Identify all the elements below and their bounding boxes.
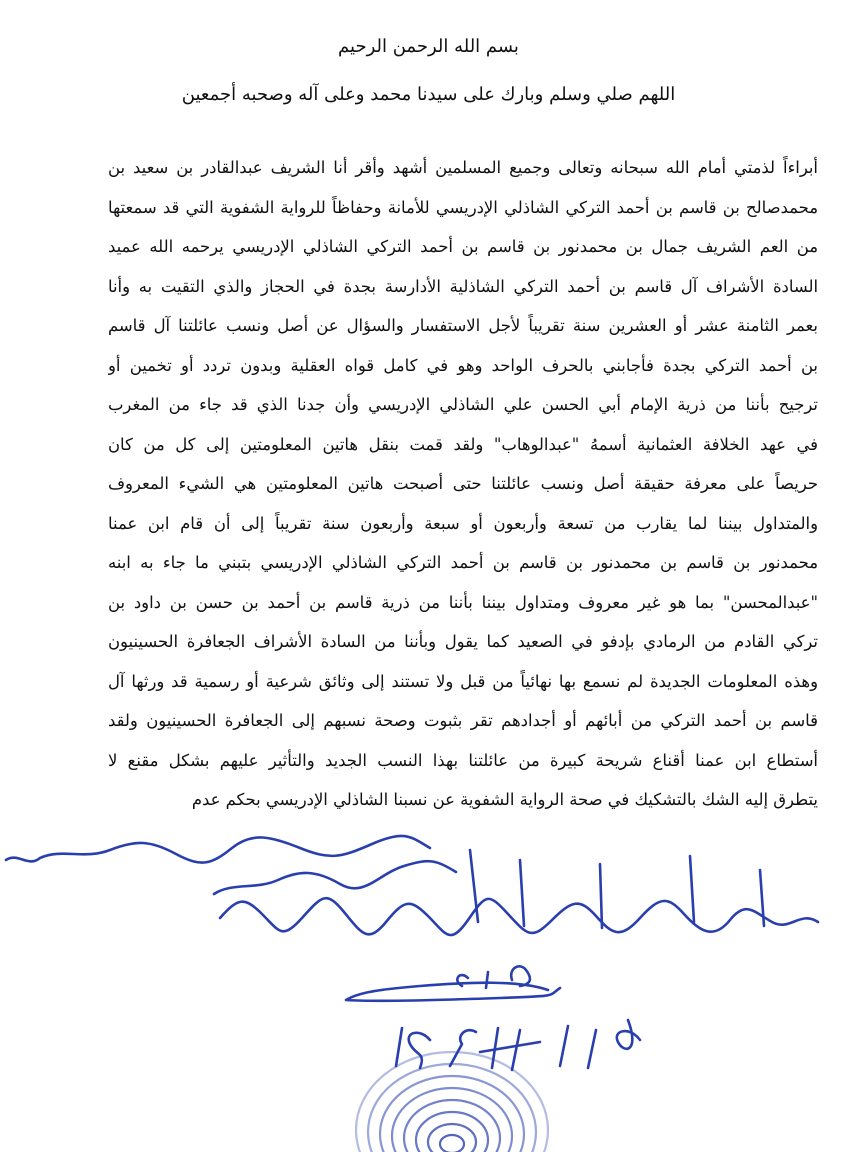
handwritten-signature (0, 830, 857, 1152)
salawat-line: اللهم صلي وسلم وبارك على سيدنا محمد وعلى آله وصحبه أجمعين (181, 84, 676, 105)
signature-name-stroke (6, 858, 40, 862)
declaration-body (108, 148, 818, 820)
signature-name-stroke (214, 861, 456, 894)
date-stroke (396, 1028, 430, 1068)
fingerprint-stamp (356, 1052, 548, 1152)
body-line: حريصاً على معرفة حقيقة أصل ونسب عائلتنا حتى أصبحت هاتين المعلومتين هي الشيء المعروف (108, 474, 818, 493)
signature-name-stroke (220, 898, 818, 935)
basmala-heading: بسم الله الرحمن الرحيم (338, 36, 519, 57)
body-line: أستطاع ابن عمنا أقناع شريحة كبيرة من عائلتنا بهذا النسب الجديد والتأثير عليهم بشكل مقنع لا (108, 750, 818, 770)
body-line: في عهد الخلافة العثمانية أسمهُ "عبدالوهاب" ولقد قمت بنقل هاتين المعلومتين إلى كل من كان (108, 434, 818, 454)
body-line: محمدنور بن قاسم بن محمدنور بن قاسم بن أحمد التركي الشاذلي الإدريسي بتبني ما جاء به ابنه (108, 553, 818, 572)
date-stroke (617, 1020, 640, 1049)
signature-ink (6, 836, 818, 1070)
body-line: وهذه المعلومات الجديدة لم نسمع بها نهائياً من قبل ولا تستند إلى وثائق شرعية أو رسمية قد ورثها آل (108, 671, 818, 691)
body-line: ترجيح بأننا من ذرية الإمام أبي الحسن علي الشاذلي الإدريسي وأن جدنا الذي قد جاء من المغرب (108, 395, 818, 414)
initials-stroke (346, 983, 560, 1001)
body-line: بعمر الثامنة عشر أو العشرين سنة تقريباً لأجل الاستفسار والسؤال عن أصل ونسب عائلتنا آل قاسم (108, 316, 818, 335)
body-line: تركي القادم من الرمادي بإدفو في الصعيد كما يقول وبأننا من السادة الأشراف الجعافرة الحسينيون (108, 632, 818, 651)
body-line: يتطرق إليه الشك بالتشكيك في صحة الرواية الشفوية عن نسبنا الشاذلي الإدريسي بحكم عدم (191, 790, 818, 809)
body-line: بن أحمد التركي بجدة فأجابني بالحرف الواحد وهو في كامل قواه العقلية وبدون تردد أو تخمين أو (108, 355, 818, 375)
body-line: من العم الشريف جمال بن محمدنور بن قاسم بن أحمد التركي الشاذلي الإدريسي يرحمه الله عميد (108, 237, 818, 256)
body-line: قاسم بن أحمد التركي من أبائهم أو أجدادهم تقر بثبوت وصحة نسبهم إلى الجعافرة الحسينيون ولقد (108, 711, 818, 730)
signature-name-stroke (470, 850, 764, 928)
body-line: والمتداول بيننا لما يقارب من تسعة وأربعون أو سبعة وأربعون سنة تقريباً إلى أن قام ابن عمنا (108, 513, 818, 533)
body-line: السادة الأشراف آل قاسم بن أحمد التركي الشاذلية الأدارسة بجدة في الحجاز والذي التقيت به وأنا (108, 276, 818, 296)
body-line: محمدصالح بن قاسم بن أحمد التركي الشاذلي الإدريسي للأمانة وحفاظاً للرواية الشفوية التي قد سمعتها (108, 197, 818, 217)
body-line: "عبدالمحسن" بما هو غير معروف ومتداول بيننا بأننا من ذرية قاسم بن أحمد بن حسن بن داود بن (108, 592, 818, 612)
signature-name-stroke (40, 836, 430, 863)
body-line: أبراءاً لذمتي أمام الله سبحانه وتعالى وجميع المسلمين أشهد وأقر أنا الشريف عبدالقادر بن سعيد بن (108, 158, 818, 177)
